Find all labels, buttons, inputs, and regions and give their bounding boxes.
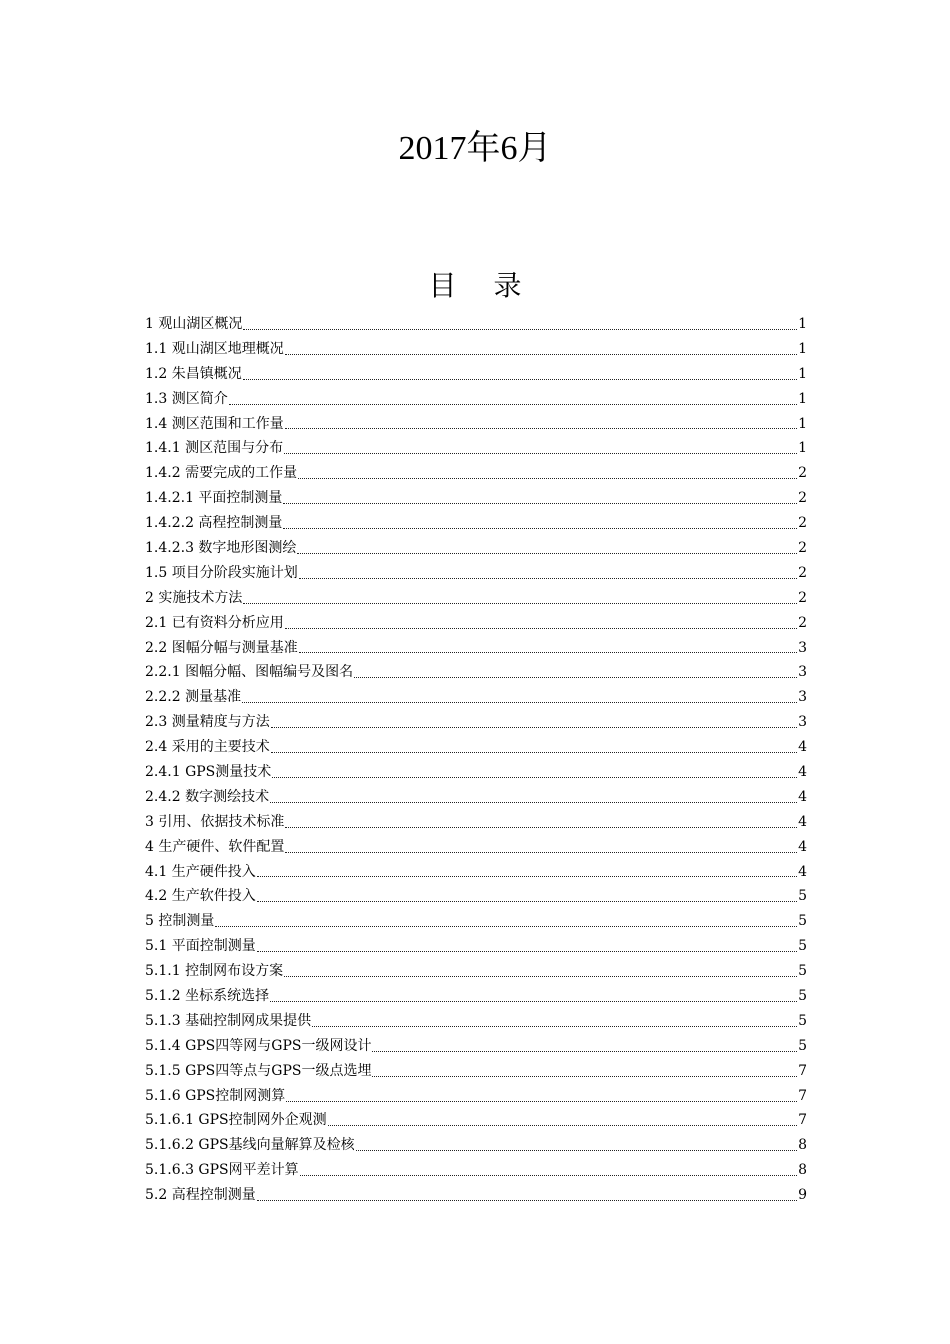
toc-entry[interactable]: [145, 337, 807, 362]
toc-entry-title: 5.1.6.1 GPS控制网外企观测: [145, 1112, 327, 1129]
toc-entry[interactable]: [145, 710, 807, 735]
dot-leader: [242, 702, 797, 703]
toc-entry[interactable]: [145, 660, 807, 685]
toc-entry[interactable]: [145, 412, 807, 437]
toc-entry-page-number: 2: [798, 515, 807, 532]
dot-leader: [299, 652, 797, 653]
toc-entry[interactable]: [145, 1133, 807, 1158]
toc-entry-page-number: 5: [798, 963, 807, 980]
dot-leader: [257, 1200, 797, 1201]
toc-entry-title: 1.4.1 测区范围与分布: [145, 440, 284, 457]
dot-leader: [284, 976, 797, 977]
toc-entry-page-number: 4: [798, 863, 807, 880]
toc-entry-title: 4.2 生产软件投入: [145, 888, 256, 905]
dot-leader: [372, 1076, 797, 1077]
toc-entry-page-number: 3: [798, 664, 807, 681]
toc-entry-page-number: 2: [798, 540, 807, 556]
toc-entry[interactable]: [145, 536, 807, 561]
dot-leader: [284, 453, 797, 454]
toc-entry-page-number: 7: [798, 1112, 807, 1129]
dot-leader: [312, 1026, 797, 1027]
toc-entry-page-number: 3: [798, 639, 807, 656]
dot-leader: [283, 528, 797, 529]
toc-entry-page-number: 4: [798, 838, 807, 855]
toc-entry[interactable]: [145, 436, 807, 461]
dot-leader: [243, 379, 797, 380]
toc-entry-page-number: 9: [798, 1187, 807, 1204]
dot-leader: [243, 603, 797, 604]
dot-leader: [328, 1125, 797, 1126]
dot-leader: [285, 827, 797, 828]
toc-entry[interactable]: [145, 984, 807, 1009]
toc-entry[interactable]: [145, 1158, 807, 1183]
toc-entry[interactable]: [145, 511, 807, 536]
toc-entry[interactable]: [145, 312, 807, 337]
toc-entry-page-number: 1: [798, 440, 807, 457]
dot-leader: [298, 478, 797, 479]
toc-entry-page-number: 1: [798, 415, 807, 432]
toc-entry[interactable]: [145, 810, 807, 835]
dot-leader: [285, 354, 797, 355]
dot-leader: [257, 951, 797, 952]
toc-entry-title: 2.4.2 数字测绘技术: [145, 788, 270, 805]
toc-entry-title: 5.1.1 控制网布设方案: [145, 963, 284, 980]
toc-entry[interactable]: [145, 934, 807, 959]
toc-entry-page-number: 2: [798, 589, 807, 606]
toc-entry-title: 5.1.5 GPS四等点与GPS一级点选埋: [145, 1062, 372, 1079]
toc-entry-page-number: 5: [798, 1012, 807, 1029]
toc-entry-page-number: 4: [798, 739, 807, 756]
toc-entry[interactable]: [145, 884, 807, 909]
dot-leader: [271, 752, 797, 753]
toc-entry[interactable]: [145, 860, 807, 885]
dot-leader: [286, 1101, 797, 1102]
toc-entry-title: 2 实施技术方法: [145, 589, 243, 606]
toc-entry-page-number: 1: [798, 390, 807, 407]
toc-entry-title: 5.1 平面控制测量: [145, 938, 256, 955]
toc-entry[interactable]: [145, 1059, 807, 1084]
toc-entry-title: 3 引用、依据技术标准: [145, 813, 285, 830]
toc-entry-title: 5 控制测量: [145, 913, 215, 930]
toc-entry-page-number: 1: [798, 365, 807, 382]
toc-entry-title: 1.4.2 需要完成的工作量: [145, 465, 298, 482]
toc-entry-page-number: 1: [798, 315, 807, 332]
toc-entry[interactable]: [145, 909, 807, 934]
dot-leader: [272, 777, 797, 778]
toc-entry-title: 1.2 朱昌镇概况: [145, 365, 242, 382]
toc-entry-title: 2.4.1 GPS测量技术: [145, 764, 272, 781]
table-of-contents: [145, 312, 807, 1208]
toc-entry[interactable]: [145, 362, 807, 387]
toc-entry-page-number: 5: [798, 988, 807, 1005]
toc-entry-page-number: 2: [798, 564, 807, 581]
toc-entry-page-number: 3: [798, 689, 807, 706]
toc-entry-title: 2.4 采用的主要技术: [145, 739, 270, 756]
toc-entry-title: 1 观山湖区概况: [145, 315, 243, 332]
toc-entry-page-number: 2: [798, 490, 807, 507]
toc-entry[interactable]: [145, 959, 807, 984]
toc-entry-title: 2.3 测量精度与方法: [145, 714, 270, 731]
toc-entry[interactable]: [145, 461, 807, 486]
toc-entry-title: 5.1.4 GPS四等网与GPS一级网设计: [145, 1037, 372, 1054]
dot-leader: [215, 926, 797, 927]
toc-entry[interactable]: [145, 1009, 807, 1034]
toc-entry-title: 5.1.6.3 GPS网平差计算: [145, 1162, 299, 1179]
toc-entry-page-number: 7: [798, 1062, 807, 1079]
toc-entry-page-number: 5: [798, 913, 807, 930]
toc-entry-page-number: 7: [798, 1087, 807, 1104]
dot-leader: [297, 553, 797, 554]
dot-leader: [285, 628, 797, 629]
toc-entry-page-number: 5: [798, 938, 807, 955]
toc-entry-title: 4.1 生产硬件投入: [145, 863, 256, 880]
dot-leader: [229, 404, 797, 405]
toc-entry-title: 1.1 观山湖区地理概况: [145, 340, 284, 357]
toc-entry-title: 1.3 测区简介: [145, 390, 228, 407]
toc-entry-title: 5.1.6 GPS控制网测算: [145, 1087, 286, 1104]
toc-entry-page-number: 4: [798, 764, 807, 781]
dot-leader: [372, 1051, 797, 1052]
toc-entry-page-number: 5: [798, 1037, 807, 1054]
toc-entry[interactable]: [145, 486, 807, 511]
toc-entry[interactable]: [145, 685, 807, 710]
dot-leader: [257, 901, 797, 902]
dot-leader: [299, 578, 797, 579]
toc-entry-title: 1.4 测区范围和工作量: [145, 415, 284, 432]
toc-entry-page-number: 2: [798, 614, 807, 631]
dot-leader: [243, 329, 797, 330]
dot-leader: [285, 428, 797, 429]
dot-leader: [283, 503, 797, 504]
toc-entry-title: 1.4.2.3 数字地形图测绘: [145, 540, 297, 556]
toc-entry[interactable]: [145, 1084, 807, 1109]
toc-entry[interactable]: [145, 1034, 807, 1059]
toc-entry-title: 2.1 已有资料分析应用: [145, 614, 284, 631]
toc-entry-page-number: 4: [798, 813, 807, 830]
toc-entry[interactable]: [145, 561, 807, 586]
toc-entry-title: 5.2 高程控制测量: [145, 1187, 256, 1204]
toc-entry-title: 5.1.6.2 GPS基线向量解算及检核: [145, 1137, 355, 1154]
toc-entry-title: 5.1.2 坐标系统选择: [145, 988, 270, 1005]
toc-entry[interactable]: [145, 835, 807, 860]
dot-leader: [270, 802, 797, 803]
dot-leader: [354, 677, 797, 678]
toc-entry[interactable]: [145, 1183, 807, 1208]
dot-leader: [270, 1001, 797, 1002]
toc-entry-page-number: 3: [798, 714, 807, 731]
dot-leader: [285, 852, 797, 853]
toc-entry[interactable]: [145, 785, 807, 810]
toc-entry-page-number: 4: [798, 788, 807, 805]
dot-leader: [300, 1175, 797, 1176]
toc-entry[interactable]: [145, 735, 807, 760]
toc-entry-page-number: 8: [798, 1137, 807, 1154]
toc-entry[interactable]: [145, 586, 807, 611]
toc-entry-title: 2.2.1 图幅分幅、图幅编号及图名: [145, 664, 354, 681]
date-heading: 2017年6月: [398, 130, 552, 167]
toc-entry[interactable]: [145, 636, 807, 661]
toc-entry-title: 1.5 项目分阶段实施计划: [145, 564, 298, 581]
toc-entry[interactable]: [145, 760, 807, 785]
toc-entry-title: 2.2.2 测量基准: [145, 689, 242, 706]
toc-entry[interactable]: [145, 1109, 807, 1134]
dot-leader: [257, 876, 797, 877]
toc-entry-title: 1.4.2.2 高程控制测量: [145, 515, 283, 532]
toc-title: 目 录: [428, 269, 536, 302]
toc-entry-title: 2.2 图幅分幅与测量基准: [145, 639, 298, 656]
toc-entry[interactable]: [145, 387, 807, 412]
dot-leader: [271, 727, 797, 728]
toc-entry-page-number: 1: [798, 340, 807, 357]
toc-entry-title: 5.1.3 基础控制网成果提供: [145, 1012, 312, 1029]
toc-entry-page-number: 5: [798, 888, 807, 905]
toc-entry-page-number: 8: [798, 1162, 807, 1179]
toc-entry-title: 4 生产硬件、软件配置: [145, 838, 285, 855]
dot-leader: [356, 1150, 797, 1151]
toc-entry-title: 1.4.2.1 平面控制测量: [145, 490, 283, 507]
toc-entry[interactable]: [145, 611, 807, 636]
toc-entry-page-number: 2: [798, 465, 807, 482]
